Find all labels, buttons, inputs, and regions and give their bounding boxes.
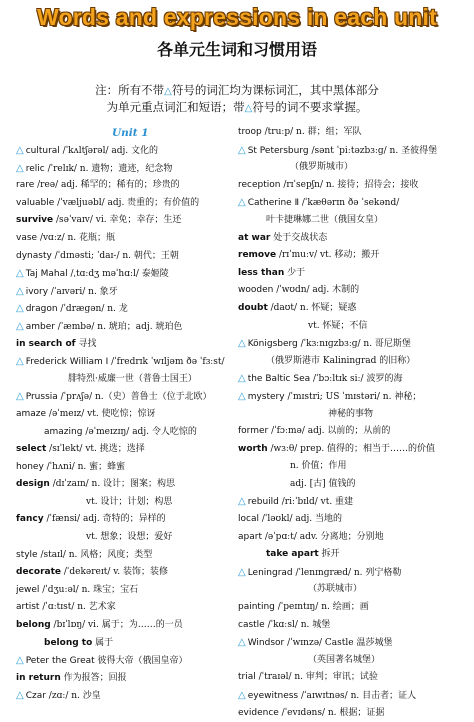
note-line-1-prefix: 注：所有不带 bbox=[95, 83, 165, 97]
triangle-icon: △ bbox=[164, 86, 172, 97]
entry-definition: 寻找 bbox=[75, 338, 97, 349]
entry-definition: 神秘的事物 bbox=[328, 408, 374, 419]
vocab-entry bbox=[238, 159, 464, 177]
entry-definition: /rɪˈsepʃn/ n. 接待；招待会；接收 bbox=[280, 179, 419, 190]
entry-definition: （苏联城市） bbox=[308, 584, 363, 595]
entry-definition: /ˈlenɪngræd/ n. 列宁格勒 bbox=[292, 567, 402, 578]
headword: local bbox=[238, 514, 259, 525]
vocab-entry bbox=[238, 177, 464, 195]
vocab-entry bbox=[238, 212, 464, 230]
headword: select bbox=[16, 444, 47, 455]
headword: in return bbox=[16, 672, 61, 683]
headword: worth bbox=[238, 443, 268, 454]
headword: artist bbox=[16, 602, 40, 613]
vocab-entry bbox=[238, 476, 464, 494]
headword: Catherine Ⅱ bbox=[247, 198, 300, 209]
headword: reception bbox=[238, 179, 281, 190]
entry-definition: /ˈrelɪk/ n. 遗物；遗迹，纪念物 bbox=[44, 163, 173, 174]
vocab-entry bbox=[16, 195, 230, 213]
headword: castle bbox=[238, 619, 265, 630]
entry-definition: 少于 bbox=[284, 267, 306, 278]
headword: Frederick William Ⅰ bbox=[25, 357, 109, 368]
entry-definition: /ˈaɪvəri/ n. 象牙 bbox=[48, 286, 118, 297]
vocab-entry bbox=[16, 300, 230, 318]
headword: cultural bbox=[25, 146, 60, 156]
triangle-icon: △ bbox=[244, 103, 253, 114]
note-line-2-suffix: 符号的词不要求掌握。 bbox=[252, 100, 368, 114]
entry-definition: /ˈmɪstri; US ˈmɪstəri/ n. 神秘； bbox=[284, 391, 422, 402]
vocab-entry bbox=[238, 652, 464, 670]
entry-definition: /reə/ adj. 稀罕的；稀有的；珍贵的 bbox=[34, 180, 180, 191]
triangle-icon: △ bbox=[16, 162, 24, 174]
triangle-icon: △ bbox=[238, 373, 246, 385]
entry-definition: vt. 设计；计划；构思 bbox=[86, 496, 173, 507]
triangle-icon: △ bbox=[16, 690, 24, 702]
entry-definition: n. 价值；作用 bbox=[290, 461, 347, 472]
entry-definition: 腓特烈·威廉一世（普鲁士国王） bbox=[68, 373, 197, 384]
vocab-entry bbox=[16, 652, 230, 670]
entry-definition: （英国著名城堡） bbox=[308, 654, 381, 665]
headword: the Baltic Sea bbox=[247, 374, 311, 385]
vocab-entry bbox=[238, 247, 464, 265]
vocab-entry bbox=[16, 424, 230, 442]
vocab-entry bbox=[238, 282, 464, 300]
headword: decorate bbox=[16, 567, 61, 578]
entry-definition: /truːp/ n. 群；组；军队 bbox=[261, 127, 362, 137]
right-column bbox=[238, 124, 464, 722]
vocab-entry bbox=[238, 318, 464, 336]
entry-definition: /vɑːz/ n. 花瓶；瓶 bbox=[37, 232, 116, 243]
vocab-entry bbox=[16, 388, 230, 406]
note-line-2-prefix: 为单元重点词汇和短语；带 bbox=[106, 100, 245, 114]
entry-definition: /ˈdekəreɪt/ v. 装饰；装修 bbox=[60, 567, 168, 578]
triangle-icon: △ bbox=[16, 303, 24, 315]
vocab-entry bbox=[238, 388, 464, 406]
entry-definition: /zɑː/ n. 沙皇 bbox=[45, 691, 101, 702]
triangle-icon: △ bbox=[16, 391, 24, 403]
headword: in search of bbox=[16, 338, 76, 349]
vocab-entry bbox=[238, 458, 464, 476]
headword: amber bbox=[25, 321, 55, 332]
entry-definition: /ˈwʊdn/ adj. 木制的 bbox=[273, 285, 360, 296]
headword: Taj Mahal bbox=[25, 269, 68, 280]
headword: wooden bbox=[238, 285, 274, 296]
entry-definition: /ˈɑːtɪst/ n. 艺术家 bbox=[39, 602, 116, 613]
left-column bbox=[16, 124, 230, 705]
vocab-entry bbox=[16, 511, 230, 529]
triangle-icon: △ bbox=[16, 320, 24, 332]
vocab-entry bbox=[16, 248, 230, 266]
vocab-entry bbox=[16, 406, 230, 424]
headword: take apart bbox=[266, 549, 319, 560]
triangle-icon: △ bbox=[16, 145, 24, 156]
vocab-entry bbox=[238, 335, 464, 353]
headword: trial bbox=[238, 672, 256, 683]
note-line-1 bbox=[0, 82, 474, 98]
entry-definition: /ˈdɪnəsti; ˈdaɪ-/ n. 朝代；王朝 bbox=[51, 250, 179, 261]
entry-definition: 处于交战状态 bbox=[270, 232, 328, 243]
headword: former bbox=[238, 426, 269, 437]
entry-definition: 拆开 bbox=[318, 549, 340, 560]
vocab-entry bbox=[16, 687, 230, 705]
entry-definition: /sɪˈlekt/ vt. 挑选；选择 bbox=[46, 444, 145, 455]
vocab-entry bbox=[238, 599, 464, 617]
entry-definition: /ˈfænsi/ adj. 奇特的；异样的 bbox=[43, 514, 166, 525]
entry-definition: /əˈpɑːt/ adv. 分离地；分别地 bbox=[261, 531, 384, 542]
headword: Leningrad bbox=[247, 567, 293, 578]
entry-definition: /wɜːθ/ prep. 值得的；相当于……的价值 bbox=[267, 443, 436, 454]
entry-definition: /əˈmeɪz/ vt. 使吃惊；惊讶 bbox=[46, 408, 156, 419]
triangle-icon: △ bbox=[238, 390, 246, 402]
vocab-entry bbox=[238, 617, 464, 635]
vocab-entry bbox=[16, 529, 230, 547]
unit-label: Unit 1 bbox=[112, 127, 149, 139]
headword: rare bbox=[16, 180, 35, 191]
triangle-icon: △ bbox=[238, 566, 246, 578]
vocab-entry bbox=[16, 212, 230, 230]
headword: amaze bbox=[16, 408, 47, 419]
headword: fancy bbox=[16, 514, 44, 525]
vocab-entry bbox=[16, 318, 230, 336]
vocab-entry bbox=[16, 283, 230, 301]
entry-definition: /ˈkɜːnɪɡzbɜːɡ/ n. 哥尼斯堡 bbox=[297, 339, 411, 350]
entry-definition: /ˌtɑːdʒ məˈhɑːl/ 泰姬陵 bbox=[67, 269, 169, 280]
vocab-entry bbox=[16, 177, 230, 195]
headword: doubt bbox=[238, 302, 268, 313]
headword: evidence bbox=[238, 707, 279, 718]
entry-definition: /ˈhʌni/ n. 蜜；蜂蜜 bbox=[43, 461, 126, 472]
headword: vase bbox=[16, 232, 38, 243]
entry-definition: adj. [古] 值钱的 bbox=[290, 478, 356, 489]
entry-definition: 属于 bbox=[92, 637, 114, 648]
vocab-entry bbox=[16, 617, 230, 635]
vocab-entry bbox=[238, 441, 464, 459]
vocab-entry bbox=[16, 582, 230, 600]
vocab-entry bbox=[238, 194, 464, 212]
vocab-entry bbox=[16, 547, 230, 565]
vocab-entry bbox=[238, 265, 464, 283]
entry-definition: /rɪˈmuːv/ vt. 移动；搬开 bbox=[276, 250, 380, 261]
entry-definition: /staɪl/ n. 风格；风度；类型 bbox=[37, 549, 153, 560]
entry-definition: /əˈmeɪzɪŋ/ adj. 令人吃惊的 bbox=[82, 426, 197, 437]
entry-definition: /ˈdʒuːəl/ n. 珠宝；宝石 bbox=[39, 584, 139, 595]
entry-definition: （俄罗斯港市 Kaliningrad 的旧称） bbox=[266, 355, 416, 366]
entry-definition: /ˈpeɪntɪŋ/ n. 绘画；画 bbox=[274, 602, 369, 613]
vocab-entry bbox=[16, 635, 230, 653]
vocab-entry bbox=[16, 670, 230, 688]
entry-definition: /ˈdrægən/ n. 龙 bbox=[57, 304, 128, 315]
vocab-entry bbox=[238, 581, 464, 599]
entry-definition: /ˈevɪdəns/ n. 根据；证据 bbox=[278, 707, 385, 718]
headword: Czar bbox=[25, 691, 46, 702]
entry-definition: /ˈləʊkl/ adj. 当地的 bbox=[258, 514, 343, 525]
headword: amazing bbox=[44, 426, 83, 437]
vocab-entry bbox=[238, 230, 464, 248]
entry-definition: /ˈkæθərɪn ðə ˈsekənd/ bbox=[299, 198, 400, 209]
vocab-entry bbox=[238, 353, 464, 371]
triangle-icon: △ bbox=[238, 496, 246, 508]
entry-definition: /səˈvaɪv/ vi. 幸免；幸存；生还 bbox=[53, 215, 182, 226]
vocab-entry bbox=[16, 336, 230, 354]
triangle-icon: △ bbox=[238, 197, 246, 209]
entry-definition: /ˈæmbə/ n. 琥珀；adj. 琥珀色 bbox=[54, 321, 183, 332]
entry-definition: /ˈbɔːltɪk siː/ 波罗的海 bbox=[310, 374, 403, 385]
headword: rebuild bbox=[247, 497, 279, 508]
entry-definition: /ˈvæljuəbl/ adj. 贵重的；有价值的 bbox=[54, 197, 200, 208]
headword: Windsor bbox=[247, 638, 285, 649]
note-line-1-suffix: 符号的词汇均为课标词汇，其中黑体部分 bbox=[171, 83, 379, 97]
headword: less than bbox=[238, 267, 285, 278]
vocab-entry bbox=[238, 511, 464, 529]
entry-definition: /ˈprʌʃə/ n.（史）普鲁士（位于北欧） bbox=[57, 392, 212, 403]
headword: mystery bbox=[247, 391, 285, 402]
entry-definition: /ˈfɔːmə/ adj. 以前的；从前的 bbox=[268, 426, 391, 437]
vocab-entry bbox=[238, 493, 464, 511]
entry-definition: /ˈtraɪəl/ n. 审判；审讯；试验 bbox=[255, 672, 378, 683]
entry-definition: 作为报答；回报 bbox=[60, 672, 127, 683]
vocab-entry bbox=[16, 459, 230, 477]
vocab-entry bbox=[16, 599, 230, 617]
entry-definition: /daʊt/ n. 怀疑；疑惑 bbox=[267, 302, 357, 313]
triangle-icon: △ bbox=[238, 637, 246, 649]
vocab-entry bbox=[16, 265, 230, 283]
vocab-entry bbox=[238, 370, 464, 388]
vocab-entry bbox=[16, 142, 230, 160]
vocab-entry bbox=[16, 441, 230, 459]
vocab-entry bbox=[16, 564, 230, 582]
headword: at war bbox=[238, 232, 271, 243]
headword: design bbox=[16, 479, 50, 490]
left-word-list bbox=[16, 142, 230, 705]
vocab-entry bbox=[16, 353, 230, 371]
headword: valuable bbox=[16, 197, 55, 208]
vocab-entry bbox=[16, 230, 230, 248]
page-title: Words and expressions in each unit bbox=[36, 4, 438, 30]
vocab-entry bbox=[238, 529, 464, 547]
entry-definition: （俄罗斯城市） bbox=[290, 162, 354, 173]
headword: Prussia bbox=[25, 392, 58, 403]
headword: St Petersburg bbox=[247, 145, 309, 156]
vocab-entry bbox=[16, 160, 230, 178]
headword: belong bbox=[16, 620, 51, 631]
triangle-icon: △ bbox=[16, 285, 24, 297]
headword: remove bbox=[238, 250, 277, 261]
headword: relic bbox=[25, 163, 45, 174]
vocab-entry bbox=[238, 406, 464, 424]
page-subtitle: 各单元生词和习惯用语 bbox=[156, 40, 317, 59]
headword: dynasty bbox=[16, 250, 52, 261]
entry-definition: /ˈfredrɪk ˈwɪljəm ðə ˈfɜːst/ bbox=[108, 357, 225, 368]
entry-definition: /bɪˈlɒŋ/ vi. 属于；为……的一员 bbox=[50, 620, 183, 631]
vocab-entry bbox=[238, 669, 464, 687]
headword: apart bbox=[238, 531, 262, 542]
headword: ivory bbox=[25, 286, 49, 297]
triangle-icon: △ bbox=[16, 356, 24, 368]
headword: belong to bbox=[44, 637, 93, 648]
note-line-2 bbox=[0, 99, 474, 115]
headword: troop bbox=[238, 127, 262, 137]
vocab-entry bbox=[238, 124, 464, 142]
vocab-entry bbox=[238, 705, 464, 722]
entry-definition: 叶卡捷琳娜二世（俄国女皇） bbox=[266, 214, 384, 225]
entry-definition: vt. 想象；设想；爱好 bbox=[86, 532, 173, 543]
vocab-entry bbox=[16, 476, 230, 494]
triangle-icon: △ bbox=[16, 655, 24, 667]
entry-definition: /ˈkʌltʃərəl/ adj. 文化的 bbox=[59, 146, 159, 156]
triangle-icon: △ bbox=[238, 338, 246, 350]
headword: style bbox=[16, 549, 38, 560]
vocab-entry bbox=[238, 423, 464, 441]
headword: Königsberg bbox=[247, 339, 298, 350]
headword: honey bbox=[16, 461, 44, 472]
vocab-entry bbox=[238, 564, 464, 582]
triangle-icon: △ bbox=[238, 144, 246, 156]
headword: eyewitness bbox=[247, 691, 299, 701]
right-word-list bbox=[238, 124, 464, 722]
triangle-icon: △ bbox=[16, 268, 24, 280]
vocab-entry bbox=[238, 634, 464, 652]
vocab-entry bbox=[238, 687, 464, 705]
vocab-entry bbox=[16, 494, 230, 512]
vocab-entry bbox=[238, 546, 464, 564]
vocab-entry bbox=[16, 371, 230, 389]
vocab-entry bbox=[238, 300, 464, 318]
entry-definition: /riːˈbɪld/ vt. 重建 bbox=[278, 497, 354, 508]
entry-definition: /ˈaɪwɪtnəs/ n. 目击者；证人 bbox=[298, 691, 417, 701]
entry-definition: 彼得大帝（俄国皇帝） bbox=[94, 656, 188, 667]
triangle-icon: △ bbox=[238, 690, 246, 701]
headword: jewel bbox=[16, 584, 40, 595]
headword: dragon bbox=[25, 304, 58, 315]
entry-definition: /ˈkɑːsl/ n. 城堡 bbox=[264, 619, 331, 630]
headword: survive bbox=[16, 215, 54, 226]
entry-definition: /ˈwɪnzə/ Castle 温莎城堡 bbox=[284, 638, 393, 649]
headword: Peter the Great bbox=[25, 656, 95, 667]
headword: painting bbox=[238, 602, 275, 613]
entry-definition: /dɪˈzaɪn/ n. 设计；图案；构思 bbox=[49, 479, 176, 490]
vocab-entry bbox=[238, 142, 464, 160]
entry-definition: /sənt ˈpiːtəzbɜːg/ n. 圣彼得堡 bbox=[308, 145, 438, 156]
entry-definition: vt. 怀疑；不信 bbox=[308, 320, 368, 331]
